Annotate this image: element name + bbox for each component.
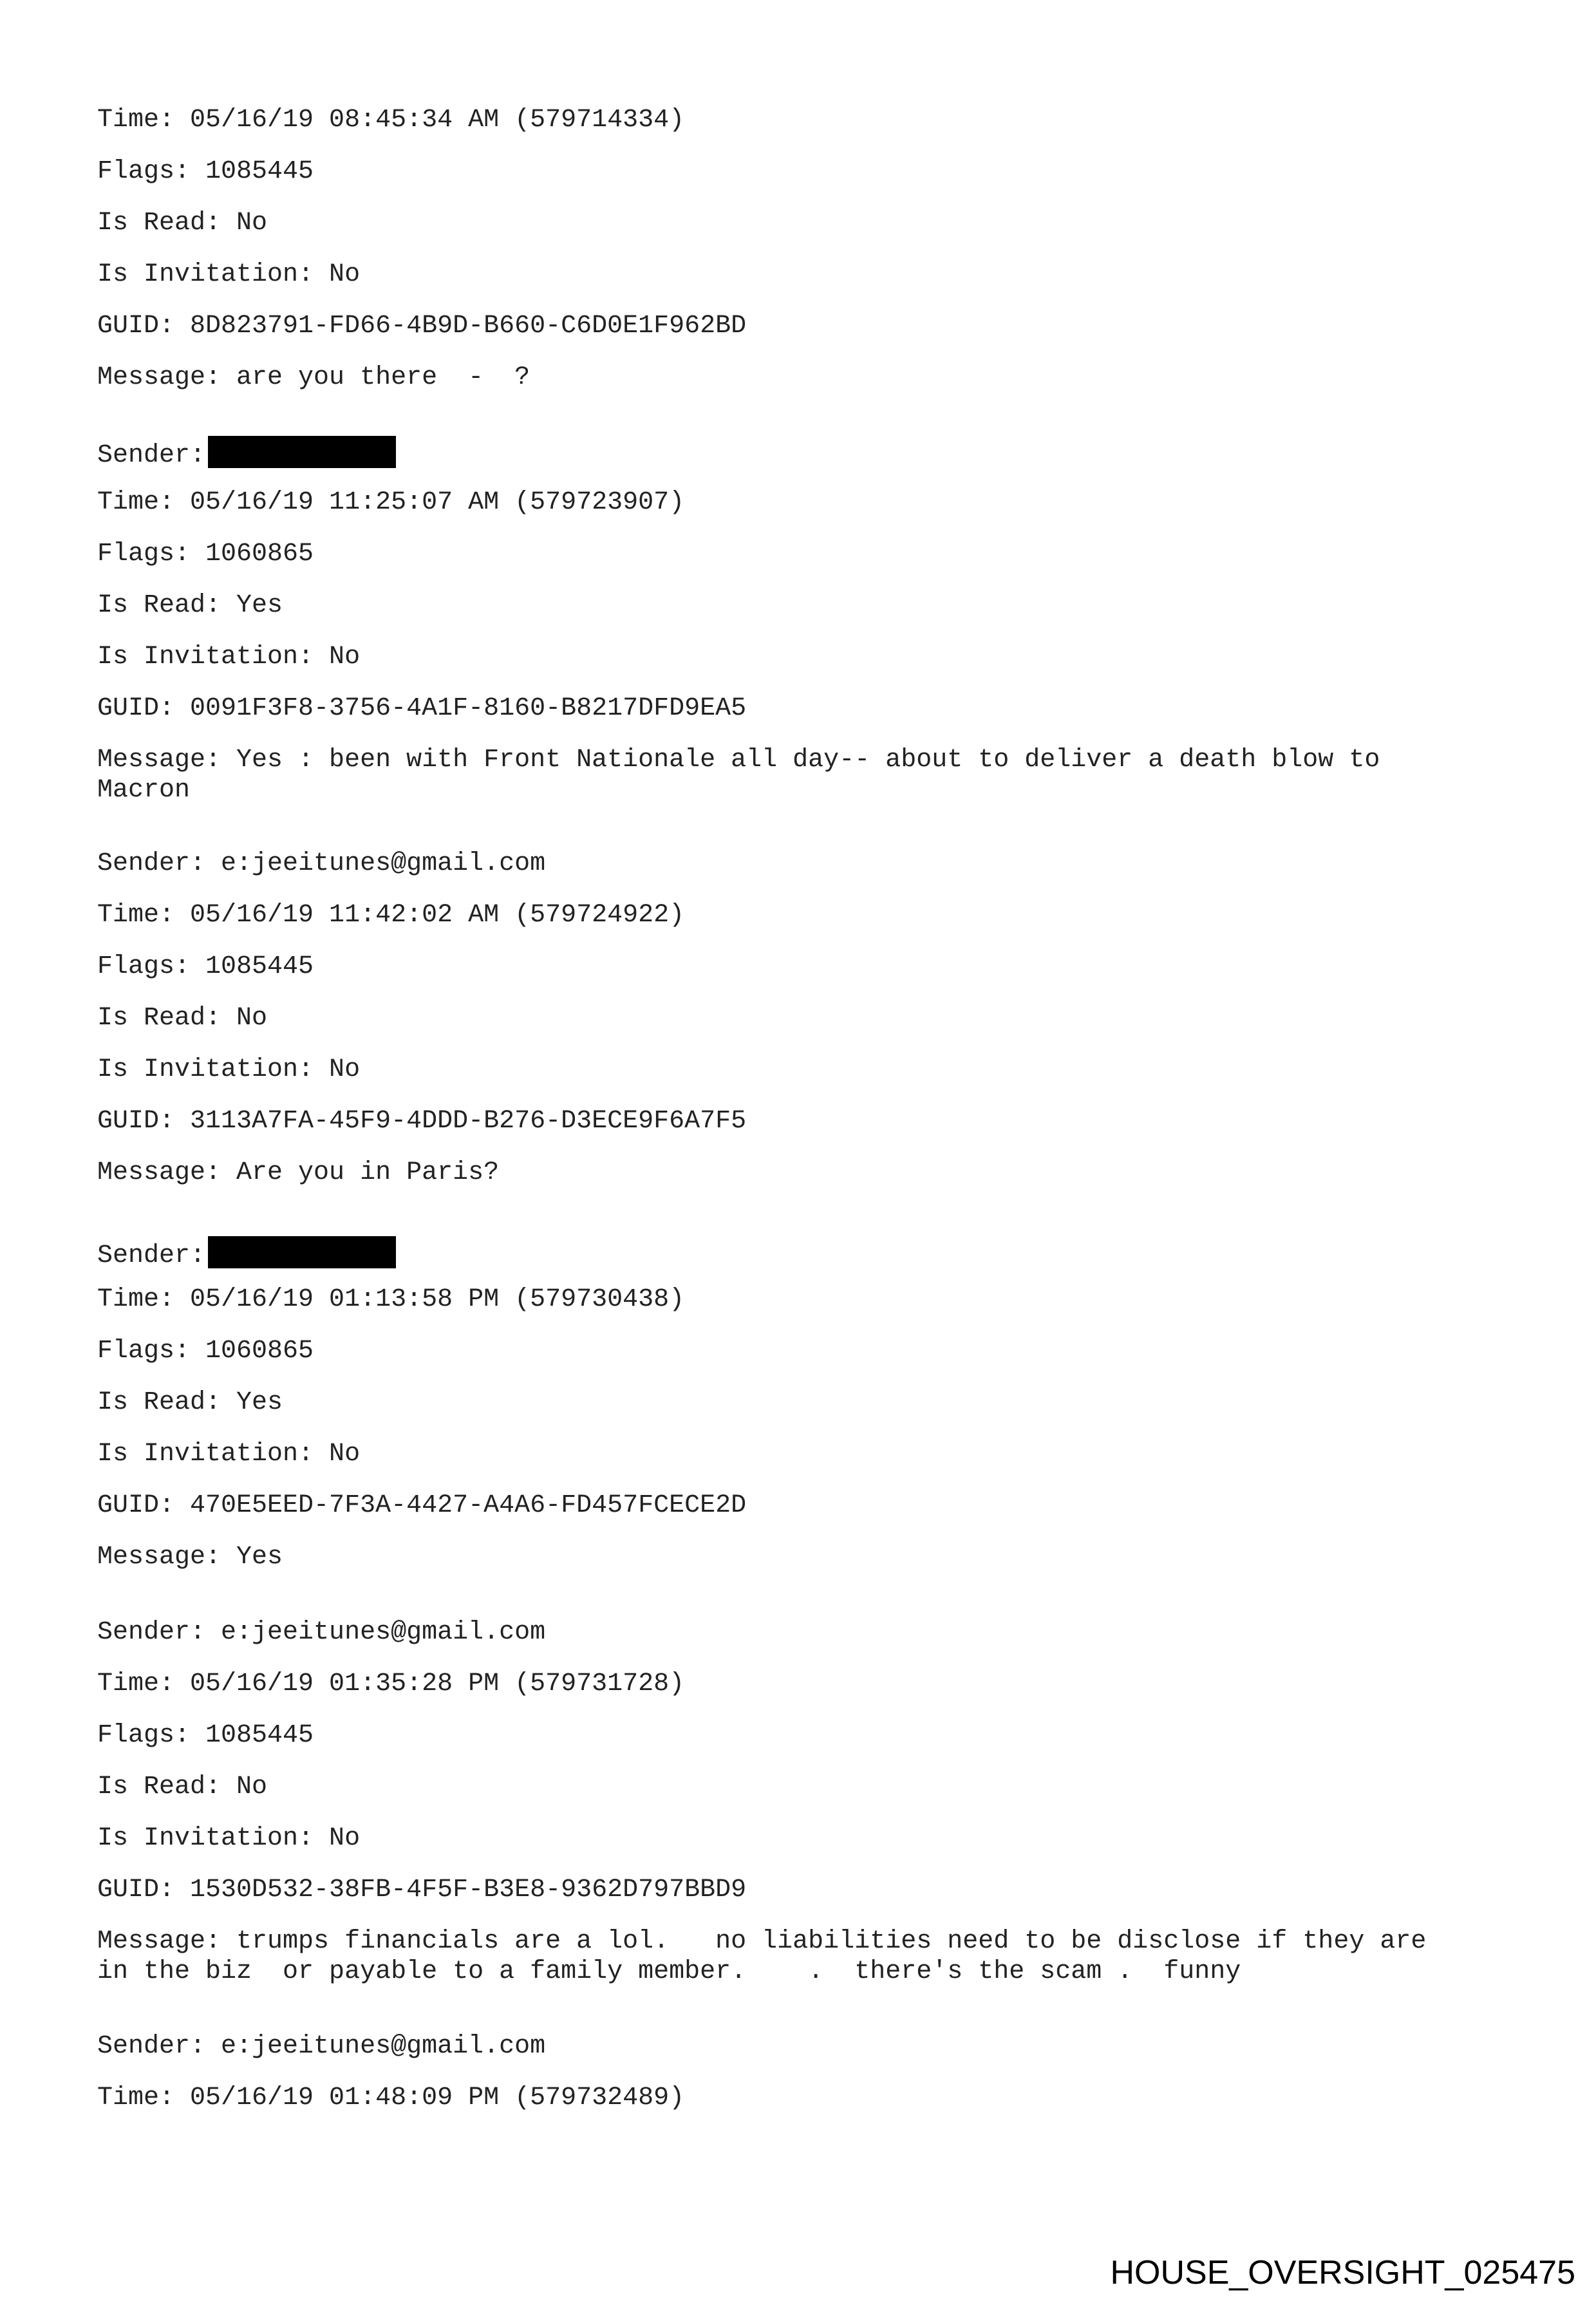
entry-time: Time: 05/16/19 01:35:28 PM (579731728) — [97, 1669, 685, 1698]
entry-guid: GUID: 0091F3F8-3756-4A1F-8160-B8217DFD9EA5 — [97, 694, 747, 723]
entry-guid: GUID: 3113A7FA-45F9-4DDD-B276-D3ECE9F6A7F5 — [97, 1107, 747, 1136]
entry-is-invitation: Is Invitation: No — [97, 1055, 361, 1084]
entry-sender: Sender: e:jeeitunes@gmail.com — [97, 849, 546, 878]
entry-guid: GUID: 1530D532-38FB-4F5F-B3E8-9362D797BBD9 — [97, 1875, 747, 1904]
entry-time: Time: 05/16/19 01:48:09 PM (579732489) — [97, 2083, 685, 2112]
entry-message-line-1: Message: trumps financials are a lol. no liabilities need to be disclose if they are — [97, 1927, 1427, 1956]
redaction-block — [208, 436, 396, 468]
entry-flags: Flags: 1060865 — [97, 1337, 314, 1366]
entry-time: Time: 05/16/19 08:45:34 AM (579714334) — [97, 106, 685, 135]
entry-message: Message: Are you in Paris? — [97, 1158, 500, 1187]
entry-guid: GUID: 470E5EED-7F3A-4427-A4A6-FD457FCECE2D — [97, 1491, 747, 1520]
entry-is-invitation: Is Invitation: No — [97, 643, 361, 672]
entry-is-read: Is Read: No — [97, 1772, 268, 1801]
entry-is-invitation: Is Invitation: No — [97, 260, 361, 289]
redaction-block — [208, 1236, 396, 1268]
entry-time: Time: 05/16/19 11:42:02 AM (579724922) — [97, 901, 685, 930]
entry-is-read: Is Read: No — [97, 209, 268, 238]
entry-is-invitation: Is Invitation: No — [97, 1824, 361, 1853]
entry-sender — [97, 436, 396, 471]
entry-is-read: Is Read: No — [97, 1004, 268, 1033]
sender-label: Sender: — [97, 441, 206, 470]
entry-is-invitation: Is Invitation: No — [97, 1440, 361, 1469]
entry-time: Time: 05/16/19 01:13:58 PM (579730438) — [97, 1285, 685, 1314]
entry-flags: Flags: 1085445 — [97, 157, 314, 186]
entry-sender: Sender: e:jeeitunes@gmail.com — [97, 2032, 546, 2061]
entry-sender: Sender: e:jeeitunes@gmail.com — [97, 1618, 546, 1647]
bates-number: HOUSE_OVERSIGHT_025475 — [1110, 2254, 1575, 2291]
entry-time: Time: 05/16/19 11:25:07 AM (579723907) — [97, 488, 685, 517]
sender-label: Sender: — [97, 1241, 206, 1270]
entry-flags: Flags: 1085445 — [97, 952, 314, 981]
entry-message-line-2: in the biz or payable to a family member. . there's the scam . funny — [97, 1957, 1241, 1986]
entry-sender — [97, 1236, 396, 1272]
entry-is-read: Is Read: Yes — [97, 1388, 283, 1417]
entry-guid: GUID: 8D823791-FD66-4B9D-B660-C6D0E1F962BD — [97, 312, 747, 341]
entry-message: Message: are you there - ? — [97, 363, 530, 392]
entry-message-line-2: Macron — [97, 776, 191, 805]
entry-message: Message: Yes — [97, 1543, 283, 1572]
entry-flags: Flags: 1085445 — [97, 1721, 314, 1750]
entry-is-read: Is Read: Yes — [97, 591, 283, 620]
entry-flags: Flags: 1060865 — [97, 540, 314, 569]
entry-message-line-1: Message: Yes : been with Front Nationale all day-- about to deliver a death blow to — [97, 746, 1380, 775]
